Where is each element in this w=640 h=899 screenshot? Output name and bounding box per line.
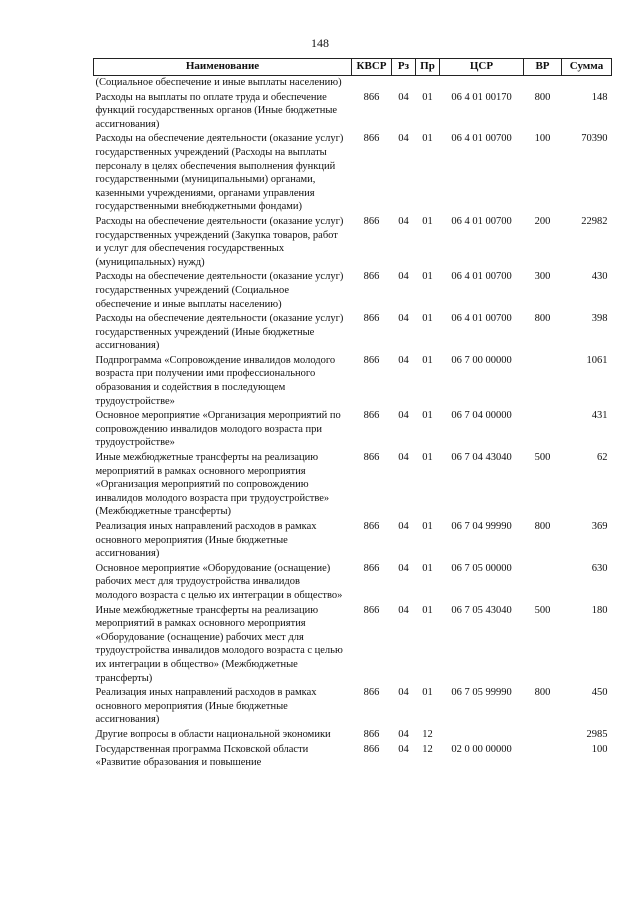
cell-name: Расходы на обеспечение деятельности (оказание услуг) государственных учреждений (Иные бюджетные ассигнования) [95, 313, 344, 352]
cell-vr [524, 743, 562, 771]
table-row [94, 743, 612, 771]
cell-name: Основное мероприятие «Оборудование (оснащение) рабочих мест для трудоустройства инвалидов молодого возраста с целью их интеграции в общество» [95, 562, 343, 601]
cell-pr: 01 [422, 271, 433, 283]
table-row [94, 270, 612, 312]
cell-name: Иные межбюджетные трансферты на реализацию мероприятий в рамках основного мероприятия «Оборудование (оснащение) рабочих мест для трудоустройства инвалидов молодого возраста с целью их интеграции в общество» (Межбюджетные трансферты) [95, 604, 343, 684]
cell-rz: 04 [398, 215, 409, 227]
cell-sum [562, 76, 612, 91]
cell-pr: 12 [422, 728, 433, 740]
table-row [94, 604, 612, 687]
cell-csr: 06 4 01 00700 [451, 313, 512, 325]
cell-rz [392, 76, 416, 91]
cell-name: Основное мероприятие «Организация мероприятий по сопровождению инвалидов молодого возраста при трудоустройстве» [95, 410, 341, 449]
cell-vr [524, 728, 562, 743]
cell-csr: 06 7 05 43040 [451, 604, 512, 616]
cell-name: Расходы на обеспечение деятельности (оказание услуг) государственных учреждений (Социальное обеспечение и иные выплаты населению) [95, 271, 344, 310]
cell-rz: 04 [398, 743, 409, 755]
cell-kvsr: 866 [363, 687, 380, 699]
cell-sum: 398 [591, 313, 608, 325]
cell-vr: 500 [534, 604, 551, 616]
cell-rz: 04 [398, 271, 409, 283]
cell-pr: 01 [422, 313, 433, 325]
cell-vr [524, 562, 562, 604]
cell-rz: 04 [398, 562, 409, 574]
table-header-row [94, 59, 612, 76]
table-row [94, 728, 612, 743]
table-row [94, 91, 612, 133]
column-header-kvsr: КВСР [352, 59, 392, 76]
cell-sum: 22982 [581, 215, 608, 227]
table-row [94, 686, 612, 728]
cell-vr: 100 [534, 133, 551, 145]
table-row [94, 451, 612, 520]
cell-kvsr: 866 [363, 215, 380, 227]
table-row [94, 132, 612, 215]
cell-rz: 04 [398, 133, 409, 145]
cell-pr: 12 [422, 743, 433, 755]
cell-name: Другие вопросы в области национальной экономики [95, 728, 331, 740]
cell-sum: 180 [591, 604, 608, 616]
cell-rz: 04 [398, 728, 409, 740]
table-row [94, 354, 612, 409]
column-header-vr: ВР [524, 59, 562, 76]
cell-csr: 06 7 04 00000 [451, 410, 512, 422]
cell-vr: 800 [534, 521, 551, 532]
column-header-sum: Сумма [562, 59, 612, 76]
cell-csr: 06 4 01 00700 [451, 215, 512, 227]
cell-pr: 01 [422, 91, 433, 103]
cell-pr: 01 [422, 410, 433, 422]
cell-rz: 04 [398, 313, 409, 325]
cell-rz: 04 [398, 354, 409, 366]
cell-sum: 100 [591, 743, 608, 755]
cell-csr: 06 4 01 00700 [451, 271, 512, 283]
cell-vr: 800 [534, 313, 551, 325]
cell-csr: 06 7 04 99990 [451, 521, 512, 532]
page-number: 148 [311, 36, 329, 50]
cell-sum: 430 [591, 271, 608, 283]
cell-kvsr: 866 [363, 91, 380, 103]
cell-vr [524, 76, 562, 91]
cell-name: Подпрограмма «Сопровождение инвалидов молодого возраста при получении ими профессионального образования и содействия в последующем трудоустройстве» [95, 354, 336, 407]
cell-vr: 200 [534, 215, 551, 227]
cell-rz: 04 [398, 91, 409, 103]
cell-csr: 06 4 01 00700 [451, 133, 512, 145]
cell-rz: 04 [398, 452, 409, 464]
column-header-csr: ЦСР [440, 59, 524, 76]
cell-name: Государственная программа Псковской области «Развитие образования и повышение [95, 743, 309, 769]
table-row [94, 562, 612, 604]
cell-sum: 70390 [581, 133, 608, 145]
cell-name: (Социальное обеспечение и иные выплаты населению) [95, 77, 342, 88]
cell-sum: 630 [591, 562, 608, 574]
column-header-name: Наименование [94, 59, 352, 76]
cell-csr: 06 7 05 00000 [451, 562, 512, 574]
cell-pr: 01 [422, 687, 433, 699]
cell-rz: 04 [398, 521, 409, 532]
cell-csr: 06 4 01 00170 [451, 91, 512, 103]
cell-pr: 01 [422, 562, 433, 574]
cell-kvsr: 866 [363, 133, 380, 145]
cell-sum: 62 [597, 452, 608, 464]
cell-vr [524, 409, 562, 451]
column-header-rz: Рз [392, 59, 416, 76]
cell-kvsr: 866 [363, 562, 380, 574]
cell-vr: 500 [534, 452, 551, 464]
cell-kvsr: 866 [363, 410, 380, 422]
cell-rz: 04 [398, 410, 409, 422]
cell-kvsr: 866 [363, 354, 380, 366]
cell-name: Иные межбюджетные трансферты на реализацию мероприятий в рамках основного мероприятия «Организация мероприятий по сопровождению инвалидов молодого возраста при трудоустройстве» (Межбюджетные трансферты) [95, 452, 330, 518]
cell-kvsr: 866 [363, 313, 380, 325]
column-header-pr: Пр [416, 59, 440, 76]
cell-name: Расходы на обеспечение деятельности (оказание услуг) государственных учреждений (Расходы на выплаты персоналу в целях обеспечения выполнения функций государственными (муниципальными) органами, казенными учреждениями, органами управления государственными внебюджетными фондами) [95, 133, 344, 213]
cell-csr: 06 7 04 43040 [451, 452, 512, 464]
cell-name: Расходы на выплаты по оплате труда и обеспечение функций государственных органов (Иные бюджетные ассигнования) [95, 91, 338, 130]
cell-rz: 04 [398, 604, 409, 616]
cell-csr: 06 7 00 00000 [451, 354, 512, 366]
table-row [94, 409, 612, 451]
cell-sum: 369 [591, 521, 608, 532]
table-row [94, 520, 612, 562]
cell-pr: 01 [422, 521, 433, 532]
cell-sum: 450 [591, 687, 608, 699]
cell-csr [440, 76, 524, 91]
table-row [94, 76, 612, 91]
cell-pr: 01 [422, 452, 433, 464]
cell-csr: 06 7 05 99990 [451, 687, 512, 699]
cell-kvsr: 866 [363, 521, 380, 532]
cell-sum: 148 [591, 91, 608, 103]
budget-table [93, 58, 612, 771]
cell-vr: 800 [534, 91, 551, 103]
cell-name: Реализация иных направлений расходов в рамках основного мероприятия (Иные бюджетные ассигнования) [95, 521, 317, 560]
cell-kvsr: 866 [363, 452, 380, 464]
cell-pr: 01 [422, 604, 433, 616]
cell-kvsr: 866 [363, 728, 380, 740]
cell-kvsr: 866 [363, 271, 380, 283]
cell-vr: 300 [534, 271, 551, 283]
cell-name: Расходы на обеспечение деятельности (оказание услуг) государственных учреждений (Закупка товаров, работ и услуг для обеспечения государственных (муниципальных) нужд) [95, 215, 344, 268]
cell-kvsr: 866 [363, 604, 380, 616]
cell-kvsr: 866 [363, 743, 380, 755]
cell-pr: 01 [422, 133, 433, 145]
cell-vr [524, 354, 562, 409]
cell-rz: 04 [398, 687, 409, 699]
cell-pr: 01 [422, 215, 433, 227]
cell-sum: 2985 [586, 728, 608, 740]
cell-sum: 431 [591, 410, 608, 422]
cell-vr: 800 [534, 687, 551, 699]
table-row [94, 312, 612, 354]
table-row [94, 215, 612, 270]
cell-pr [416, 76, 440, 91]
cell-pr: 01 [422, 354, 433, 366]
cell-csr [440, 728, 524, 743]
cell-csr: 02 0 00 00000 [451, 743, 512, 755]
cell-kvsr [352, 76, 392, 91]
cell-name: Реализация иных направлений расходов в рамках основного мероприятия (Иные бюджетные ассигнования) [95, 687, 317, 726]
cell-sum: 1061 [586, 354, 608, 366]
